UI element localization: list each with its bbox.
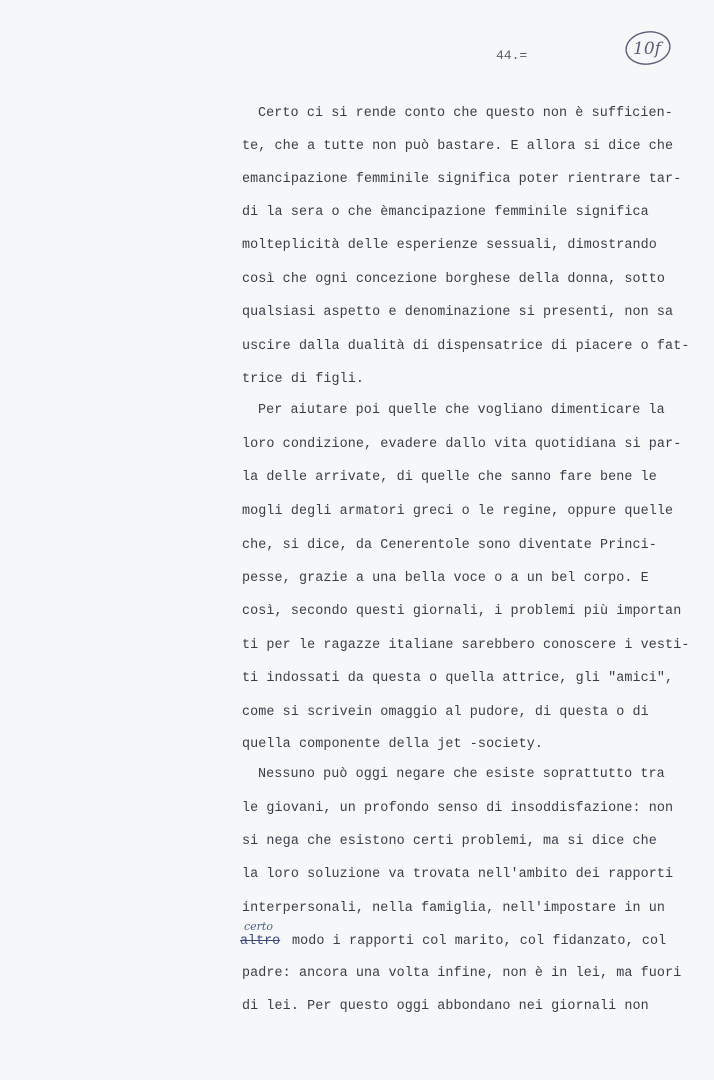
text-line: te, che a tutte non può bastare. E allora si dice che <box>242 139 674 154</box>
text-line: che, si dice, da Cenerentole sono diventate Princi- <box>242 538 657 553</box>
text-line: interpersonali, nella famiglia, nell'impostare in un <box>242 901 666 916</box>
text-line: loro condizione, evadere dallo vita quotidiana si par- <box>242 437 682 452</box>
text-line: padre: ancora una volta infine, non è in lei, ma fuori <box>242 966 682 981</box>
page-number: 44.= <box>496 48 528 63</box>
text-line: Per aiutare poi quelle che vogliano dimenticare la <box>258 403 665 418</box>
handwritten-insertion: certo <box>244 920 273 933</box>
text-line: si nega che esistono certi problemi, ma si dice che <box>242 834 657 849</box>
text-line: la delle arrivate, di quelle che sanno fare bene le <box>242 470 657 485</box>
text-line: la loro soluzione va trovata nell'ambito dei rapporti <box>242 867 674 882</box>
text-line: trice di figli. <box>242 372 365 387</box>
text-line: pesse, grazie a una bella voce o a un bel corpo. E <box>242 571 649 586</box>
text-line: ti indossati da questa o quella attrice, gli "amici", <box>242 671 674 686</box>
text-line: così, secondo questi giornali, i problemi più importan <box>242 604 682 619</box>
text-line: modo i rapporti col marito, col fidanzato, col <box>292 934 667 949</box>
svg-text:10f: 10f <box>633 39 661 59</box>
text-line: qualsiasi aspetto e denominazione si presenti, non sa <box>242 305 674 320</box>
text-line: ti per le ragazze italiane sarebbero conoscere i vesti- <box>242 638 690 653</box>
struck-out-word: altro <box>240 934 281 949</box>
handwritten-folio-stamp <box>620 26 676 70</box>
text-line: molteplicità delle esperienze sessuali, dimostrando <box>242 238 657 253</box>
text-line: Nessuno può oggi negare che esiste soprattutto tra <box>258 767 665 782</box>
text-line: di la sera o che èmancipazione femminile significa <box>242 205 649 220</box>
text-line: come si scrivein omaggio al pudore, di questa o di <box>242 705 649 720</box>
text-line: uscire dalla dualità di dispensatrice di piacere o fat- <box>242 339 690 354</box>
text-line: quella componente della jet -society. <box>242 737 544 752</box>
text-line: mogli degli armatori greci o le regine, oppure quelle <box>242 504 674 519</box>
text-line: Certo ci si rende conto che questo non è sufficien- <box>258 106 673 121</box>
text-line: così che ogni concezione borghese della donna, sotto <box>242 272 666 287</box>
text-line: di lei. Per questo oggi abbondano nei giornali non <box>242 999 649 1014</box>
text-line: emancipazione femminile significa poter rientrare tar- <box>242 172 682 187</box>
text-line: le giovani, un profondo senso di insoddisfazione: non <box>242 801 674 816</box>
